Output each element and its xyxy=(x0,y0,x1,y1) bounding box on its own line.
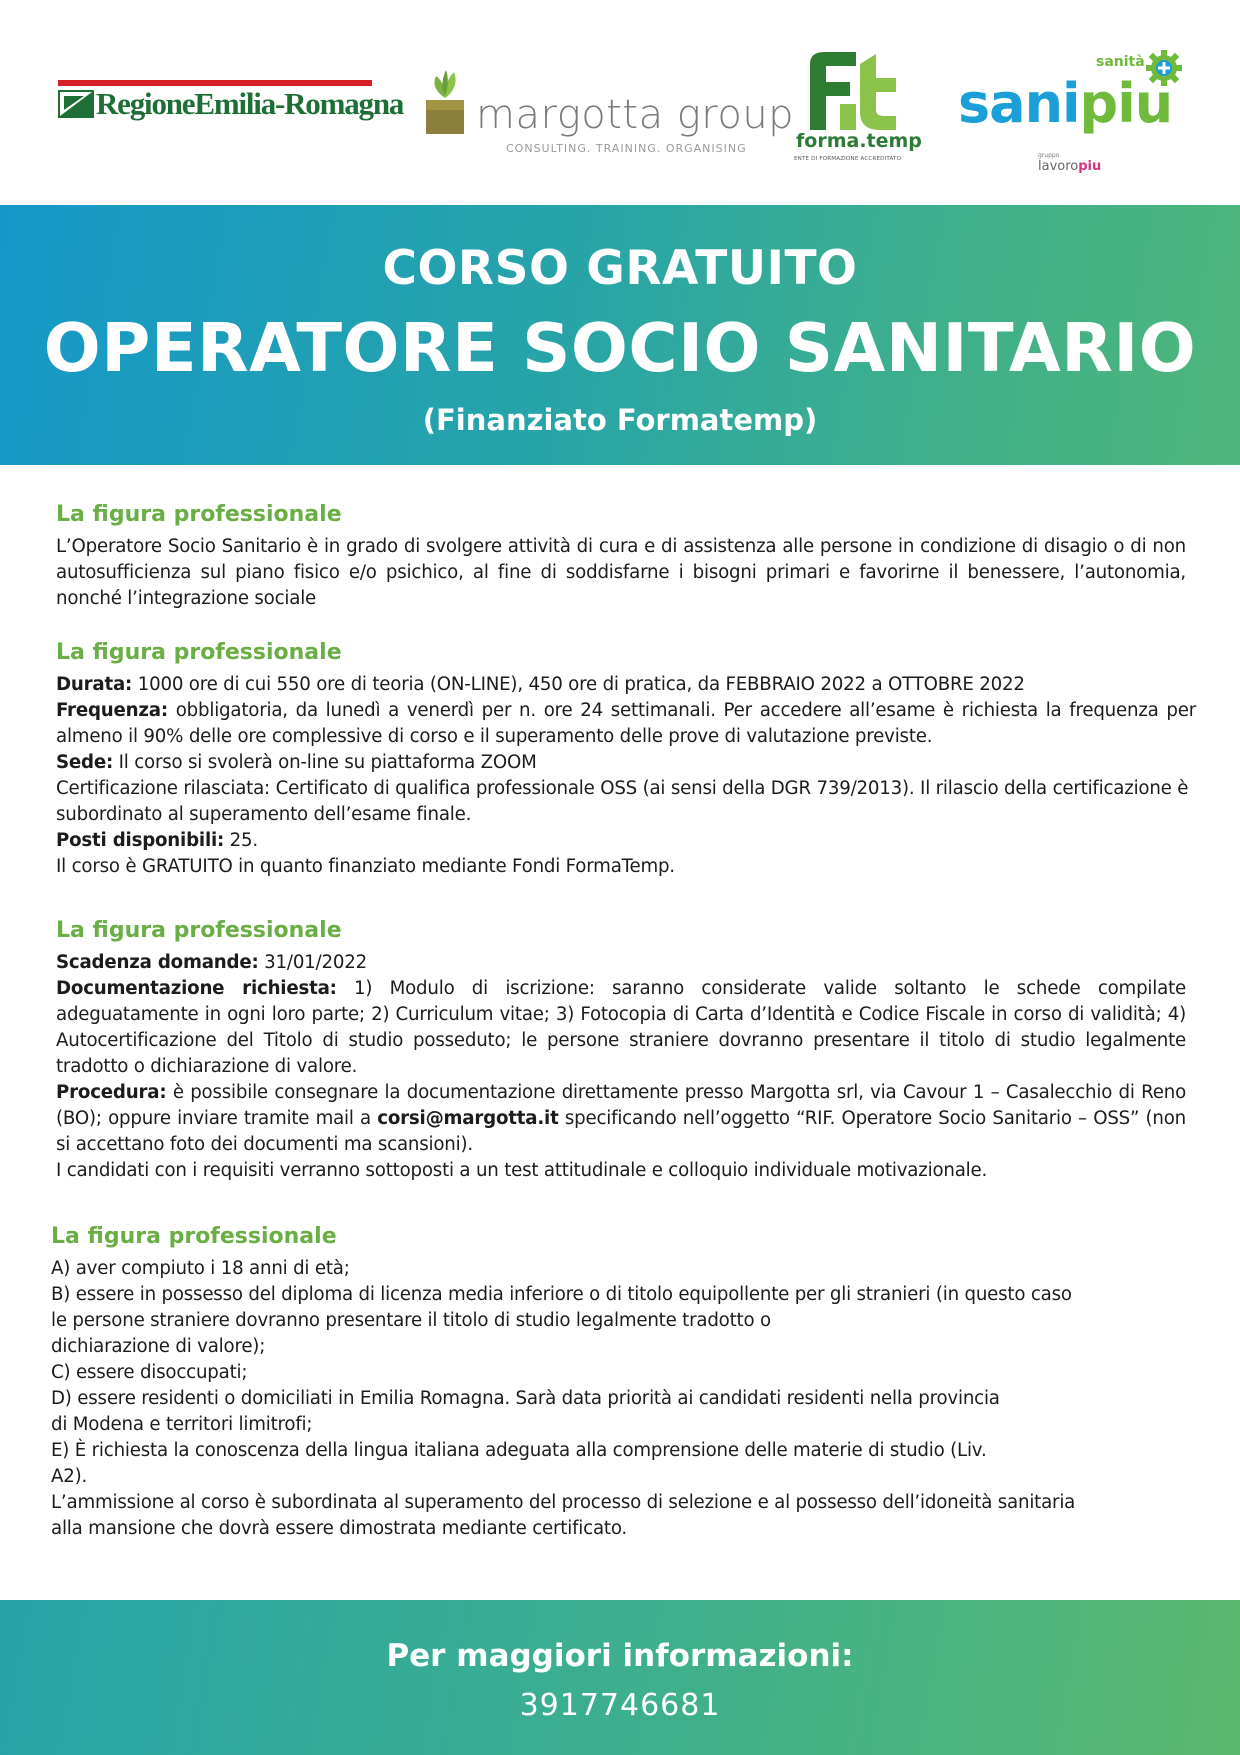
section-heading: La figura professionale xyxy=(56,918,342,943)
requirement-line: di Modena e territori limitrofi; xyxy=(51,1414,313,1435)
requirement-line: A2). xyxy=(51,1466,88,1487)
requirement-line: A) aver compiuto i 18 anni di età; xyxy=(51,1258,350,1279)
posti-line xyxy=(56,828,1196,854)
course-pretitle: CORSO GRATUITO xyxy=(382,241,858,296)
sanipiu-wordmark xyxy=(958,72,1172,135)
durata-label: Durata: xyxy=(56,674,133,695)
requirement-line: le persone straniere dovranno presentare il titolo di studio legalmente tradotto o xyxy=(51,1310,771,1331)
requirements-list xyxy=(51,1256,1191,1542)
lavoropiu-wordmark xyxy=(1038,159,1101,174)
section-course-details xyxy=(56,638,1196,880)
sede-value: Il corso si svolerà on-line su piattaforma ZOOM xyxy=(113,752,537,773)
sanipiu-wordmark-sani: sani xyxy=(958,72,1080,135)
requirement-line: L’ammissione al corso è subordinata al superamento del processo di selezione e al possesso dell’idoneità sanitaria xyxy=(51,1492,1076,1513)
procedura-label: Procedura: xyxy=(56,1082,167,1103)
sanipiu-logo xyxy=(958,48,1188,183)
course-subtitle: (Finanziato Formatemp) xyxy=(422,403,818,437)
formatemp-wordmark xyxy=(796,130,922,152)
requirement-line: E) È richiesta la conoscenza della lingua italiana adeguata alla comprensione delle materie di studio (Liv. xyxy=(51,1440,987,1461)
section-description xyxy=(56,500,1186,612)
frequenza-value: obbligatoria, da lunedì a venerdì per n. ore 24 settimanali. Per accedere all’esame è richiesta la frequenza per almeno il 90% delle ore complessive di corso e il superamento delle prove di valutazione previste. xyxy=(56,700,1196,747)
requirement-line: alla mansione che dovrà essere dimostrata mediante certificato. xyxy=(51,1518,628,1539)
margotta-wordmark: margotta group xyxy=(476,92,795,138)
section-application xyxy=(56,916,1186,1184)
regione-wordmark: RegioneEmilia-Romagna xyxy=(96,86,404,121)
frequenza-line xyxy=(56,698,1196,750)
regione-emilia-romagna-logo xyxy=(58,80,404,126)
margotta-group-logo xyxy=(426,62,795,162)
gratuito-line: Il corso è GRATUITO in quanto finanziato mediante Fondi FormaTemp. xyxy=(56,856,675,877)
formatemp-wordmark-b: .temp xyxy=(859,130,922,152)
lavoropiu-gruppo-label: gruppo xyxy=(1038,152,1060,159)
requirement-line: C) essere disoccupati; xyxy=(51,1362,248,1383)
requirement-line: dichiarazione di valore); xyxy=(51,1336,266,1357)
procedura-text-a: è possibile consegnare la documentazione direttamente presso Margotta srl, via Cavour 1 – Casalecchio di Reno (BO); oppure inviare tramite mail a xyxy=(56,1082,1186,1129)
title-band xyxy=(0,205,1240,465)
sede-line xyxy=(56,750,1196,776)
lavoropiu-wordmark-piu: piu xyxy=(1078,159,1102,174)
requirement-line: B) essere in possesso del diploma di licenza media inferiore o di titolo equipollente per gli stranieri (in questo caso xyxy=(51,1284,1072,1305)
candidati-line: I candidati con i requisiti verranno sottoposti a un test attitudinale e colloquio individuale motivazionale. xyxy=(56,1160,988,1181)
scadenza-value: 31/01/2022 xyxy=(258,952,367,973)
phone-number[interactable]: 3917746681 xyxy=(519,1688,721,1723)
section-requirements xyxy=(51,1222,1191,1542)
logo-strip xyxy=(0,0,1240,205)
email-link[interactable]: corsi@margotta.it xyxy=(377,1108,559,1129)
durata-value: 1000 ore di cui 550 ore di teoria (ON-LINE), 450 ore di pratica, da FEBBRAIO 2022 a OTTOBRE 2022 xyxy=(132,674,1025,695)
posti-value: 25. xyxy=(224,830,258,851)
course-title: OPERATORE SOCIO SANITARIO xyxy=(43,309,1197,387)
requirement-line: D) essere residenti o domiciliati in Emilia Romagna. Sarà data priorità ai candidati residenti nella provincia xyxy=(51,1388,1000,1409)
contact-footer xyxy=(0,1600,1240,1755)
sanipiu-sanita-label: sanità xyxy=(1096,54,1145,70)
regione-flag-icon xyxy=(58,90,94,118)
formatemp-ft-mark-icon xyxy=(804,50,904,132)
scadenza-label: Scadenza domande: xyxy=(56,952,259,973)
sede-label: Sede: xyxy=(56,752,114,773)
section-heading: La figura professionale xyxy=(56,640,342,665)
footer-title: Per maggiori informazioni: xyxy=(386,1638,854,1674)
formatemp-wordmark-a: forma xyxy=(796,130,860,152)
margotta-tagline: CONSULTING. TRAINING. ORGANISING xyxy=(506,142,747,155)
lavoropiu-wordmark-lavoro: lavoro xyxy=(1038,159,1079,174)
documentazione-value: 1) Modulo di iscrizione: saranno considerate valide soltanto le schede compilate adeguatamente in ogni loro parte; 2) Curriculum vitae; 3) Fotocopia di Carta d’Identità e Codice Fiscale in corso di validità; 4) Autocertificazione del Titolo di studio posseduto; le persone straniere dovranno presentare il titolo di studio legalmente tradotto o dichiarazione di valore. xyxy=(56,978,1186,1077)
formatemp-tagline: ENTE DI FORMAZIONE ACCREDITATO xyxy=(794,156,902,162)
documentazione-line xyxy=(56,976,1186,1080)
documentazione-label: Documentazione richiesta: xyxy=(56,978,337,999)
posti-label: Posti disponibili: xyxy=(56,830,225,851)
durata-line xyxy=(56,672,1196,698)
scadenza-line xyxy=(56,950,1186,976)
formatemp-logo xyxy=(790,50,920,165)
frequenza-label: Frequenza: xyxy=(56,700,168,721)
certificazione-line: Certificazione rilasciata: Certificato di qualifica professionale OSS (ai sensi della DGR 739/2013). Il rilascio della certificazione è subordinato al superamento dell’esame finale. xyxy=(56,778,1189,825)
sanipiu-wordmark-piu: piu xyxy=(1079,72,1173,135)
section-heading: La figura professionale xyxy=(51,1224,337,1249)
description-paragraph: L’Operatore Socio Sanitario è in grado di svolgere attività di cura e di assistenza alle persone in condizione di disagio o di non autosufficienza sul piano fisico e/o psichico, al fine di soddisfarne i bisogni primari e favorirne il benessere, l’autonomia, nonché l’integrazione sociale xyxy=(56,536,1186,609)
procedura-line xyxy=(56,1080,1186,1158)
procedura-text-b: specificando nell’oggetto “RIF. Operatore Socio Sanitario – OSS” (non si accettano foto dei documenti ma scansioni). xyxy=(56,1108,1186,1155)
section-heading: La figura professionale xyxy=(56,502,342,527)
plant-icon xyxy=(426,62,464,134)
